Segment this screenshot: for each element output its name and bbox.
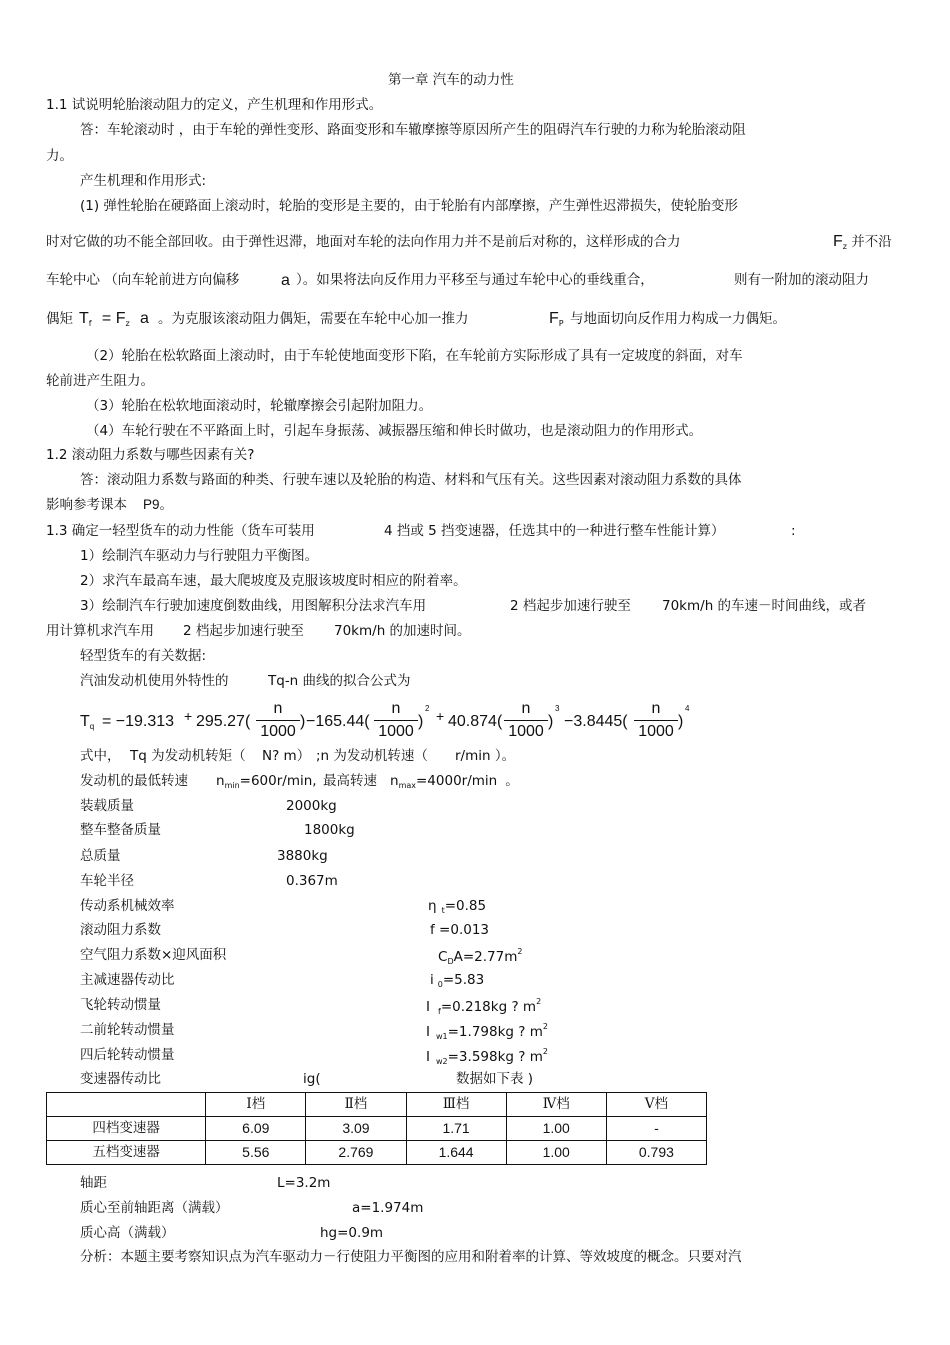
param-value-i0: i $_0$=5.83 bbox=[430, 972, 485, 989]
table-row bbox=[47, 1117, 707, 1141]
table-header-cell bbox=[47, 1093, 206, 1117]
mechanism-title: 产生机理和作用形式: bbox=[80, 173, 207, 189]
table-header-cell: Ⅱ档 bbox=[306, 1093, 406, 1117]
answer-1-1-line2: 力。 bbox=[46, 148, 73, 164]
table-header-row bbox=[47, 1093, 707, 1117]
chapter-title: 第一章 汽车的动力性 bbox=[388, 72, 514, 88]
task-item-1: 1）绘制汽车驱动力与行驶阻力平衡图。 bbox=[80, 548, 319, 564]
param-label: 质心高（满载） bbox=[80, 1225, 175, 1241]
mechanism-p1-line3a: 车轮中心 （向车轮前进方向偏移 bbox=[46, 272, 240, 288]
table-cell: 1.00 bbox=[506, 1117, 606, 1141]
formula-where-label: 式中， bbox=[80, 748, 121, 764]
table-row bbox=[47, 1141, 707, 1165]
mechanism-p1-line2: 时对它做的功不能全部回收。由于弹性迟滞，地面对车轮的法向作用力并不是前后对称的，这样形成的合力 bbox=[46, 234, 681, 250]
gear-ratio-table bbox=[46, 1092, 707, 1165]
task-item-3c: 70km/h 的车速－时间曲线，或者 bbox=[662, 598, 867, 614]
param-label: 车轮半径 bbox=[80, 873, 134, 889]
question-1-2-heading: 1.2 滚动阻力系数与哪些因素有关? bbox=[46, 447, 255, 463]
task-item-3b: 2 档起步加速行驶至 bbox=[510, 598, 631, 614]
param-value-f: f =0.013 bbox=[430, 922, 490, 938]
table-row-header: 五档变速器 bbox=[47, 1141, 206, 1165]
param-label-iw2: 四后轮转动惯量 bbox=[80, 1047, 175, 1063]
table-cell: 1.00 bbox=[506, 1141, 606, 1165]
formula-where-tq: Tq 为发动机转矩（ bbox=[130, 748, 246, 764]
param-value: 0.367m bbox=[286, 873, 338, 889]
table-cell: 6.09 bbox=[206, 1117, 306, 1141]
question-1-3-heading: 1.3 确定一轻型货车的动力性能（货车可装用 bbox=[46, 523, 315, 539]
param-value-eta: η $_t$=0.85 bbox=[428, 898, 487, 915]
question-1-1-heading: 1.1 试说明轮胎滚动阻力的定义，产生机理和作用形式。 bbox=[46, 97, 383, 113]
param-label: 整车整备质量 bbox=[80, 822, 161, 838]
task-item-3-line2b: 2 档起步加速行驶至 bbox=[183, 623, 304, 639]
fraction-n-1000: n 1000 bbox=[256, 700, 300, 741]
force-fp-symbol: $F_P$ bbox=[549, 310, 564, 328]
answer-1-1-line1: 答：车轮滚动时 ，由于车轮的弹性变形、路面变形和车辙摩擦等原因所产生的阻碍汽车行驶的力称为轮胎滚动阻 bbox=[80, 122, 746, 138]
param-label: 质心至前轴距离（满载） bbox=[80, 1200, 229, 1216]
offset-a-symbol: a bbox=[281, 272, 290, 289]
table-cell: 1.71 bbox=[406, 1117, 506, 1141]
task-item-3-line2c: 70km/h 的加速时间。 bbox=[334, 623, 471, 639]
mechanism-p1-line4c: 与地面切向反作用力构成一力偶矩。 bbox=[570, 311, 786, 327]
engine-line: 汽油发动机使用外特性的 bbox=[80, 673, 229, 689]
mechanism-p2-line1: （2）轮胎在松软路面上滚动时，由于车轮使地面变形下陷，在车轮前方实际形成了具有一定坡度的斜面，对车 bbox=[86, 348, 743, 364]
analysis-text: 分析：本题主要考察知识点为汽车驱动力－行使阻力平衡图的应用和附着率的计算、等效坡度的概念。只要对汽 bbox=[80, 1249, 742, 1265]
table-cell: 1.644 bbox=[406, 1141, 506, 1165]
table-cell: - bbox=[606, 1117, 706, 1141]
mechanism-p3: （3）轮胎在松软地面滚动时，轮辙摩擦会引起附加阻力。 bbox=[86, 398, 433, 414]
answer-1-2-line1: 答：滚动阻力系数与路面的种类、行驶车速以及轮胎的构造、材料和气压有关。这些因素对滚动阻力系数的具体 bbox=[80, 472, 742, 488]
param-value: L=3.2m bbox=[277, 1175, 331, 1191]
engine-line-b: Tq-n 曲线的拟合公式为 bbox=[268, 673, 411, 689]
fraction-n-1000: n 1000 bbox=[374, 700, 418, 741]
mechanism-p1-line1: (1) 弹性轮胎在硬路面上滚动时，轮胎的变形是主要的，由于轮胎有内部摩擦，产生弹性迟滞损失，使轮胎变形 bbox=[80, 198, 738, 214]
table-cell: 0.793 bbox=[606, 1141, 706, 1165]
param-value: 3880kg bbox=[277, 848, 328, 864]
moment-equation: $T_f = F_z$ a bbox=[79, 310, 149, 328]
param-label-if: 飞轮转动惯量 bbox=[80, 997, 161, 1013]
table-header-cell: Ⅴ档 bbox=[606, 1093, 706, 1117]
mechanism-p1-line4b: 。为克服该滚动阻力偶矩，需要在车轮中心加一推力 bbox=[158, 311, 469, 327]
task-item-3: 3）绘制汽车行驶加速度倒数曲线，用图解积分法求汽车用 bbox=[80, 598, 427, 614]
table-header-cell: Ⅲ档 bbox=[406, 1093, 506, 1117]
table-row-header: 四档变速器 bbox=[47, 1117, 206, 1141]
mechanism-p1-line3c: 则有一附加的滚动阻力 bbox=[734, 272, 869, 288]
param-value-iw2: I $_{w2}$=3.598kg ? $m^2$ bbox=[426, 1047, 548, 1066]
engine-speed-max-label: 最高转速 bbox=[323, 773, 377, 789]
param-value-if: I $_f$=0.218kg ? $m^2$ bbox=[426, 997, 542, 1016]
fraction-n-1000: n 1000 bbox=[504, 700, 548, 741]
table-header-cell: Ⅳ档 bbox=[506, 1093, 606, 1117]
mechanism-p1-line3b: ）。如果将法向反作用力平移至与通过车轮中心的垂线重合， bbox=[296, 272, 654, 288]
param-label-f: 滚动阻力系数 bbox=[80, 922, 161, 938]
question-1-3-heading-b: 4 挡或 5 挡变速器，任选其中的一种进行整车性能计算） bbox=[384, 523, 725, 539]
table-cell: 5.56 bbox=[206, 1141, 306, 1165]
task-item-2: 2）求汽车最高车速，最大爬坡度及克服该坡度时相应的附着率。 bbox=[80, 573, 467, 589]
mechanism-p2-line2: 轮前进产生阻力。 bbox=[46, 373, 154, 389]
param-label-eta: 传动系机械效率 bbox=[80, 898, 175, 914]
table-cell: 2.769 bbox=[306, 1141, 406, 1165]
formula-where-n: ;n 为发动机转速（ bbox=[316, 748, 428, 764]
param-label-ig: 变速器传动比 bbox=[80, 1071, 161, 1087]
force-fz-symbol: $F_z$ 并不沿 bbox=[833, 233, 892, 251]
mechanism-p4: （4）车轮行驶在不平路面上时，引起车身振荡、减振器压缩和伸长时做功，也是滚动阻力的作用形式。 bbox=[86, 423, 703, 439]
mechanism-p1-line4a: 偶矩 bbox=[46, 311, 73, 327]
fraction-n-1000: n 1000 bbox=[634, 700, 678, 741]
formula-where-unit1: N? m） bbox=[262, 748, 311, 764]
param-value-iw1: I $_{w1}$=1.798kg ? $m^2$ bbox=[426, 1022, 548, 1041]
param-value: 2000kg bbox=[286, 798, 337, 814]
table-header-cell: Ⅰ档 bbox=[206, 1093, 306, 1117]
param-label-cda: 空气阻力系数×迎风面积 bbox=[80, 947, 227, 963]
engine-speed-label: 发动机的最低转速 bbox=[80, 773, 188, 789]
param-value: a=1.974m bbox=[352, 1200, 424, 1216]
param-value-ig-b: 数据如下表 ) bbox=[456, 1071, 534, 1087]
data-title: 轻型货车的有关数据: bbox=[80, 648, 207, 664]
task-item-3-line2a: 用计算机求汽车用 bbox=[46, 623, 154, 639]
param-value: hg=0.9m bbox=[320, 1225, 384, 1241]
torque-formula: $T_q$ = −19.313 + 295.27( n 1000 ) −165.44( n 1000 ) 2 + 40.874( n 1000 ) 3 −3.8445( n 1000 ) 4 bbox=[80, 700, 690, 740]
param-label: 轴距 bbox=[80, 1175, 107, 1191]
param-label: 装载质量 bbox=[80, 798, 134, 814]
param-label: 总质量 bbox=[80, 848, 121, 864]
formula-where-unit2: r/min ）。 bbox=[455, 748, 516, 764]
engine-speed-max: $n_{max}=4000r/\min$ 。 bbox=[390, 773, 519, 790]
param-label-i0: 主减速器传动比 bbox=[80, 972, 175, 988]
param-label-iw1: 二前轮转动惯量 bbox=[80, 1022, 175, 1038]
param-value: 1800kg bbox=[304, 822, 355, 838]
question-1-3-heading-c: : bbox=[791, 523, 796, 539]
param-value-ig-a: ig( bbox=[303, 1071, 321, 1087]
param-value-cda: $C_DA=2.77m^2$ bbox=[438, 947, 523, 966]
table-cell: 3.09 bbox=[306, 1117, 406, 1141]
engine-speed-min: $n_{min}=600r/\min$, bbox=[216, 773, 317, 790]
answer-1-2-line2: 影响参考课本 P9。 bbox=[46, 497, 174, 513]
